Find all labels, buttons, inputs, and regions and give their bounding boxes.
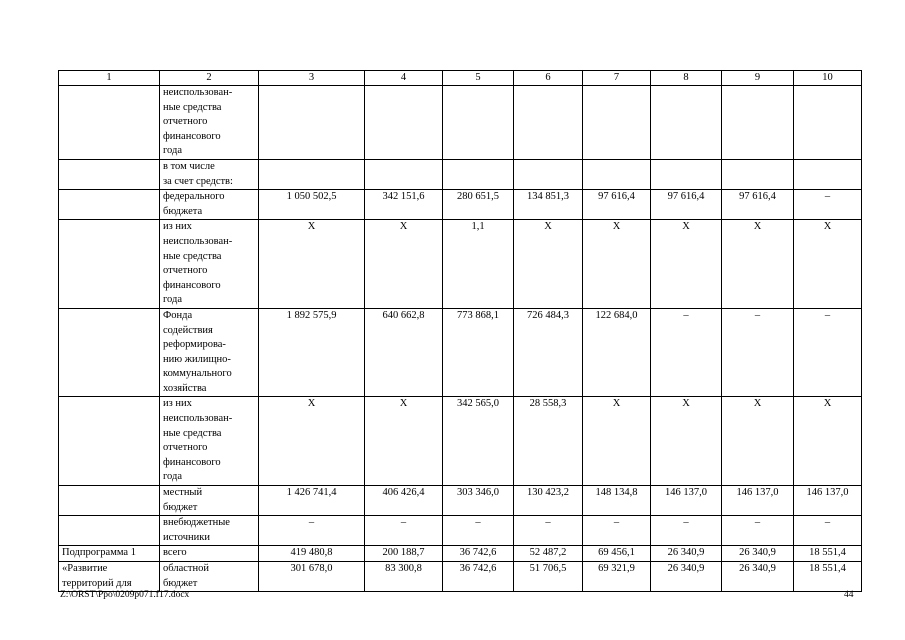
- column-number: 3: [259, 71, 365, 86]
- source-cell: Фонда содействия реформирова- нию жилищно- коммунального хозяйства: [160, 308, 259, 397]
- source-cell: федерального бюджета: [160, 190, 259, 220]
- value-cell: [259, 159, 365, 189]
- program-cell: «Развитие территорий для: [59, 562, 160, 592]
- program-cell: [59, 486, 160, 516]
- value-cell: [583, 159, 651, 189]
- value-cell: 134 851,3: [514, 190, 583, 220]
- value-cell: Х: [722, 397, 794, 486]
- value-cell: Х: [651, 397, 722, 486]
- column-number: 5: [443, 71, 514, 86]
- value-cell: 1 892 575,9: [259, 308, 365, 397]
- value-cell: 303 346,0: [443, 486, 514, 516]
- value-cell: 342 565,0: [443, 397, 514, 486]
- value-cell: Х: [259, 220, 365, 309]
- table-row: [59, 190, 862, 220]
- program-cell: Подпрограмма 1: [59, 546, 160, 562]
- program-cell: [59, 190, 160, 220]
- value-cell: Х: [514, 220, 583, 309]
- value-cell: 28 558,3: [514, 397, 583, 486]
- value-cell: [794, 159, 862, 189]
- source-cell: из них неиспользован- ные средства отчетного финансового года: [160, 220, 259, 309]
- value-cell: [443, 159, 514, 189]
- column-number-row: [59, 71, 862, 86]
- value-cell: –: [443, 516, 514, 546]
- value-cell: Х: [583, 397, 651, 486]
- value-cell: 419 480,8: [259, 546, 365, 562]
- value-cell: [514, 86, 583, 160]
- value-cell: Х: [794, 397, 862, 486]
- value-cell: 200 188,7: [365, 546, 443, 562]
- value-cell: 18 551,4: [794, 546, 862, 562]
- table-row: [59, 308, 862, 397]
- value-cell: Х: [365, 397, 443, 486]
- value-cell: 83 300,8: [365, 562, 443, 592]
- value-cell: –: [794, 516, 862, 546]
- source-cell: областной бюджет: [160, 562, 259, 592]
- source-cell: всего: [160, 546, 259, 562]
- value-cell: 1 426 741,4: [259, 486, 365, 516]
- value-cell: Х: [794, 220, 862, 309]
- value-cell: [259, 86, 365, 160]
- value-cell: 130 423,2: [514, 486, 583, 516]
- source-cell: внебюджетные источники: [160, 516, 259, 546]
- file-path: Z:\ORST\Ppo\0209p071.f17.docx: [60, 590, 190, 600]
- value-cell: 773 868,1: [443, 308, 514, 397]
- value-cell: 26 340,9: [651, 546, 722, 562]
- value-cell: [443, 86, 514, 160]
- value-cell: 146 137,0: [651, 486, 722, 516]
- value-cell: –: [583, 516, 651, 546]
- value-cell: 69 321,9: [583, 562, 651, 592]
- value-cell: Х: [583, 220, 651, 309]
- value-cell: –: [794, 190, 862, 220]
- value-cell: 1 050 502,5: [259, 190, 365, 220]
- value-cell: [651, 86, 722, 160]
- table-row: [59, 546, 862, 562]
- value-cell: 36 742,6: [443, 562, 514, 592]
- value-cell: Х: [259, 397, 365, 486]
- source-cell: из них неиспользован- ные средства отчетного финансового года: [160, 397, 259, 486]
- value-cell: 97 616,4: [722, 190, 794, 220]
- value-cell: [722, 86, 794, 160]
- table-row: [59, 486, 862, 516]
- value-cell: 726 484,3: [514, 308, 583, 397]
- value-cell: 18 551,4: [794, 562, 862, 592]
- page-number: 44: [844, 590, 854, 600]
- table-row: [59, 562, 862, 592]
- value-cell: –: [651, 516, 722, 546]
- value-cell: 280 651,5: [443, 190, 514, 220]
- value-cell: 69 456,1: [583, 546, 651, 562]
- program-cell: [59, 220, 160, 309]
- value-cell: –: [794, 308, 862, 397]
- column-number: 9: [722, 71, 794, 86]
- value-cell: Х: [365, 220, 443, 309]
- value-cell: 640 662,8: [365, 308, 443, 397]
- value-cell: [583, 86, 651, 160]
- value-cell: 146 137,0: [722, 486, 794, 516]
- source-cell: в том числе за счет средств:: [160, 159, 259, 189]
- table-row: [59, 86, 862, 160]
- value-cell: –: [722, 516, 794, 546]
- value-cell: [722, 159, 794, 189]
- value-cell: [514, 159, 583, 189]
- table-row: [59, 159, 862, 189]
- value-cell: 146 137,0: [794, 486, 862, 516]
- value-cell: 301 678,0: [259, 562, 365, 592]
- program-cell: [59, 308, 160, 397]
- value-cell: 406 426,4: [365, 486, 443, 516]
- value-cell: 342 151,6: [365, 190, 443, 220]
- program-cell: [59, 397, 160, 486]
- value-cell: [651, 159, 722, 189]
- table-row: [59, 220, 862, 309]
- value-cell: 97 616,4: [583, 190, 651, 220]
- value-cell: 26 340,9: [651, 562, 722, 592]
- table-row: [59, 516, 862, 546]
- value-cell: [365, 86, 443, 160]
- value-cell: [365, 159, 443, 189]
- value-cell: 51 706,5: [514, 562, 583, 592]
- budget-table: [58, 70, 862, 592]
- table-row: [59, 397, 862, 486]
- value-cell: 1,1: [443, 220, 514, 309]
- program-cell: [59, 159, 160, 189]
- program-cell: [59, 86, 160, 160]
- value-cell: Х: [651, 220, 722, 309]
- value-cell: –: [365, 516, 443, 546]
- value-cell: 122 684,0: [583, 308, 651, 397]
- value-cell: 26 340,9: [722, 562, 794, 592]
- value-cell: –: [651, 308, 722, 397]
- value-cell: –: [722, 308, 794, 397]
- value-cell: [794, 86, 862, 160]
- column-number: 7: [583, 71, 651, 86]
- source-cell: местный бюджет: [160, 486, 259, 516]
- column-number: 1: [59, 71, 160, 86]
- value-cell: 148 134,8: [583, 486, 651, 516]
- column-number: 10: [794, 71, 862, 86]
- program-cell: [59, 516, 160, 546]
- value-cell: 97 616,4: [651, 190, 722, 220]
- value-cell: Х: [722, 220, 794, 309]
- column-number: 4: [365, 71, 443, 86]
- value-cell: –: [259, 516, 365, 546]
- column-number: 6: [514, 71, 583, 86]
- value-cell: –: [514, 516, 583, 546]
- source-cell: неиспользован- ные средства отчетного финансового года: [160, 86, 259, 160]
- column-number: 2: [160, 71, 259, 86]
- value-cell: 52 487,2: [514, 546, 583, 562]
- column-number: 8: [651, 71, 722, 86]
- value-cell: 26 340,9: [722, 546, 794, 562]
- value-cell: 36 742,6: [443, 546, 514, 562]
